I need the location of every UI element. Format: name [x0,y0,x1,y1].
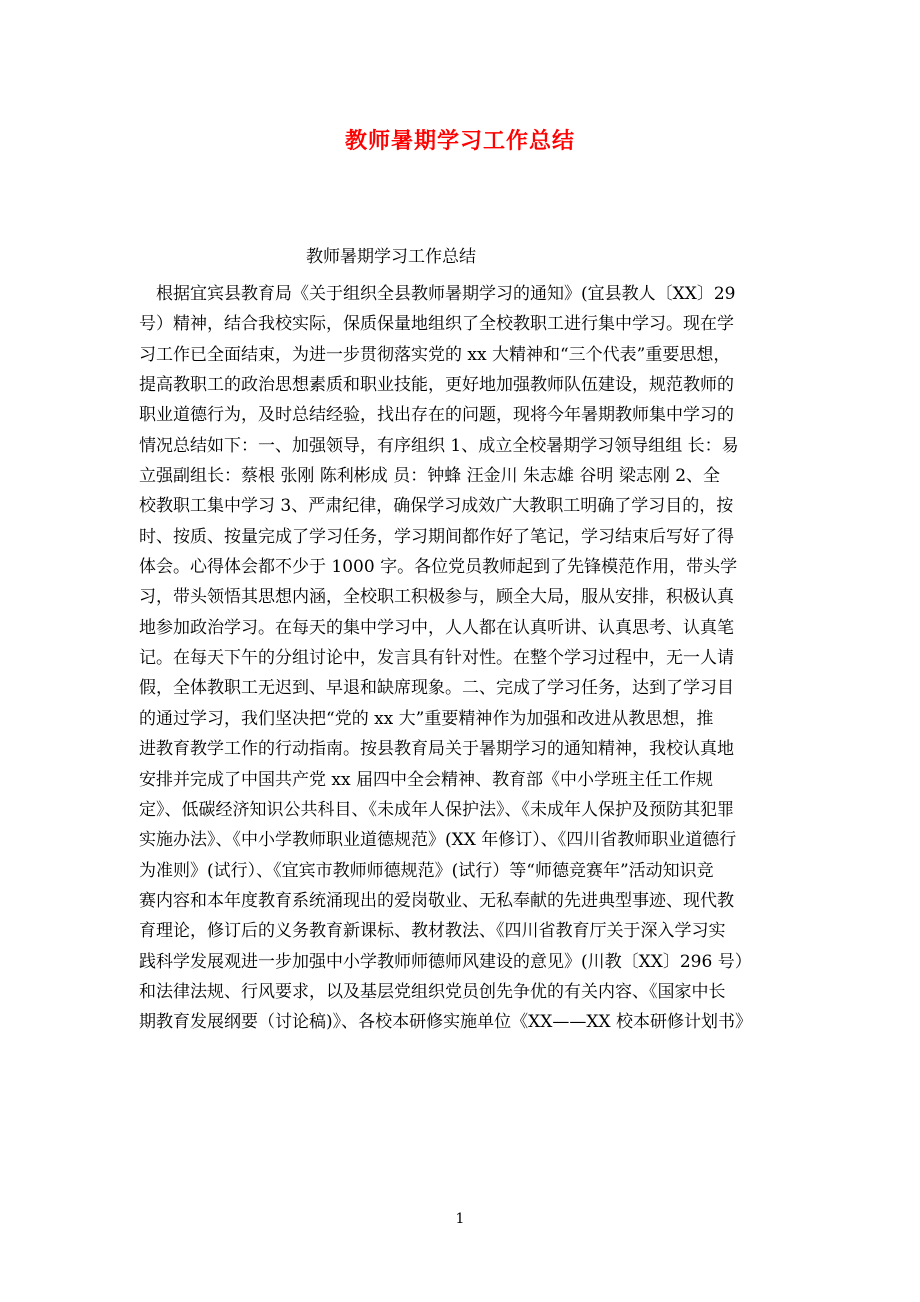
body-text-line: 赛内容和本年度教育系统涌现出的爱岗敬业、无私奉献的先进典型事迹、现代教 [139,890,734,911]
body-text-line: 地参加政治学习。在每天的集中学习中，人人都在认真听讲、认真思考、认真笔 [139,617,734,638]
body-text-line: 职业道德行为，及时总结经验，找出存在的问题，现将今年暑期教师集中学习的 [139,405,734,426]
body-text-line: 号）精神，结合我校实际，保质保量地组织了全校教职工进行集中学习。现在学 [139,314,734,335]
body-text-line: 的通过学习，我们坚决把“党的 xx 大”重要精神作为加强和改进从教思想，推 [139,708,714,729]
body-text-line: 校教职工集中学习 3、严肃纪律，确保学习成效广大教职工明确了学习目的，按 [139,496,734,517]
body-text-line: 为准则》(试行）、《宜宾市教师师德规范》(试行）等“师德竞赛年”活动知识竞 [139,860,714,881]
document-subtitle: 教师暑期学习工作总结 [306,247,476,267]
body-text-line: 时、按质、按量完成了学习任务，学习期间都作好了笔记，学习结束后写好了得 [139,526,734,547]
body-text-line: 记。在每天下午的分组讨论中，发言具有针对性。在整个学习过程中，无一人请 [139,648,734,669]
body-text-line: 体会。心得体会都不少于 1000 字。各位党员教师起到了先锋模范作用，带头学 [139,557,738,578]
body-text-line: 安排并完成了中国共产党 xx 届四中全会精神、教育部《中小学班主任工作规 [139,769,713,790]
body-text-line: 根据宜宾县教育局《关于组织全县教师暑期学习的通知》(宜县教人〔XX〕29 [156,284,736,304]
body-text-line: 定》、低碳经济知识公共科目、《未成年人保护法》、《未成年人保护及预防其犯罪 [139,799,734,820]
body-text-line: 和法律法规、行风要求，以及基层党组织党员创先争优的有关内容、《国家中长 [139,981,726,1002]
body-text-line: 习工作已全面结束，为进一步贯彻落实党的 xx 大精神和“三个代表”重要思想， [139,344,731,365]
document-body [139,279,789,1038]
body-text-line: 进教育教学工作的行动指南。按县教育局关于暑期学习的通知精神，我校认真地 [139,739,734,760]
body-text-line: 实施办法》、《中小学教师职业道德规范》(XX 年修订）、《四川省教师职业道德行 [139,830,737,851]
body-text-line: 情况总结如下：一、加强领导，有序组织 1、成立全校暑期学习领导组组 长：易 [139,435,739,456]
document-title: 教师暑期学习工作总结 [344,128,575,154]
body-text-line: 立强副组长：蔡根 张刚 陈利彬成 员：钟蜂 汪金川 朱志雄 谷明 梁志刚 2、全 [139,466,721,487]
body-text-line: 习，带头领悟其思想内涵，全校职工积极参与，顾全大局，服从安排，积极认真 [139,587,734,608]
body-text-line: 假，全体教职工无迟到、早退和缺席现象。二、完成了学习任务，达到了学习目 [139,678,734,699]
body-text-line: 践科学发展观进一步加强中小学教师师德师风建设的意见》(川教〔XX〕296 号） [139,951,752,972]
body-text-line: 提高教职工的政治思想素质和职业技能，更好地加强教师队伍建设，规范教师的 [139,375,734,396]
body-text-line: 育理论，修订后的义务教育新课标、教材教法、《四川省教育厅关于深入学习实 [139,921,726,942]
page-number: 1 [455,1211,465,1227]
body-text-line: 期教育发展纲要（讨论稿)》、各校本研修实施单位《XX——XX 校本研修计划书》 [139,1012,752,1033]
